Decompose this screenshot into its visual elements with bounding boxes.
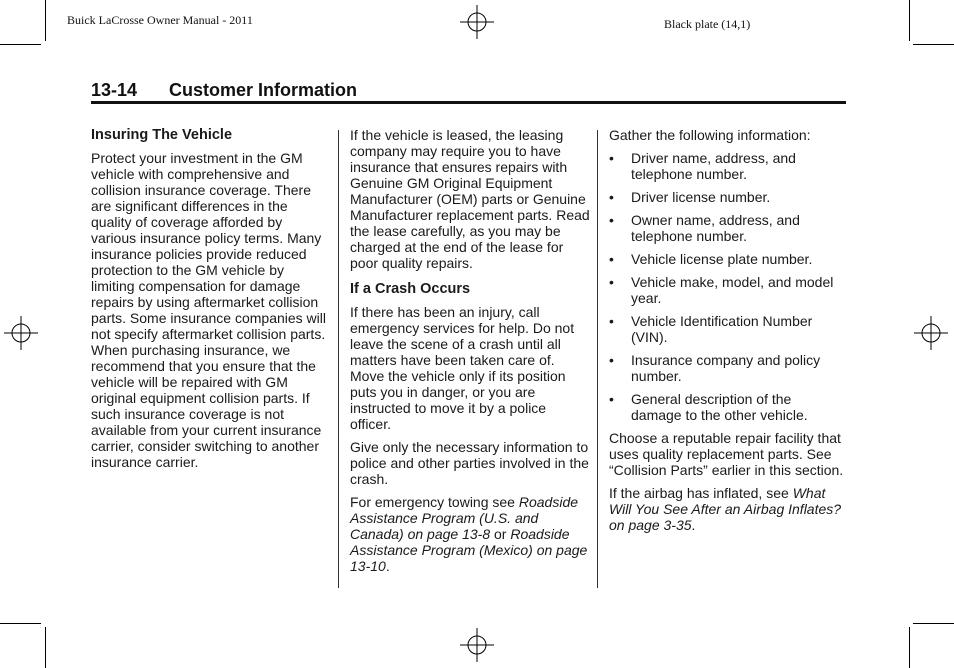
crop-mark-bottom-right-h bbox=[913, 623, 954, 624]
list-item: • Driver license number. bbox=[609, 189, 771, 205]
bullet-icon: • bbox=[609, 352, 614, 368]
section-heading bbox=[91, 80, 357, 101]
crop-mark-top-left-h bbox=[0, 44, 41, 45]
paragraph-insurance: Protect your investment in the GM vehicle with comprehensive and collision insurance coverage. There are significant differences in the quality of coverage afforded by various insurance policy terms. Many insurance policies provide reduced protection to the GM vehicle by limiting compensation for damage repairs by using aftermarket collision parts. Some insurance companies will not specify aftermarket collision parts. When purchasing insurance, we recommend that you ensure that the vehicle will be repaired with GM original equipment collision parts. If such insurance coverage is not available from your current insurance carrier, consider switching to another insurance carrier. bbox=[91, 150, 326, 470]
registration-mark-top-icon bbox=[460, 5, 494, 39]
subheading-insuring-the-vehicle: Insuring The Vehicle bbox=[91, 127, 233, 143]
column-divider bbox=[597, 130, 598, 588]
paragraph-repair-facility: Choose a reputable repair facility that uses quality replacement parts. See “Collision Parts” earlier in this section. bbox=[609, 430, 844, 478]
section-number: 13-14 bbox=[91, 80, 138, 100]
link-roadside-mexico[interactable]: Roadside Assistance Program (Mexico) on page 13-10 bbox=[350, 526, 588, 574]
paragraph-airbag bbox=[609, 485, 845, 533]
towing-intro: For emergency towing see bbox=[350, 494, 515, 510]
column-2 bbox=[350, 127, 590, 581]
bullet-icon: • bbox=[609, 189, 614, 205]
towing-or: or bbox=[494, 526, 507, 542]
column-3 bbox=[609, 127, 845, 540]
crop-mark-bottom-left-h bbox=[0, 623, 41, 624]
information-list bbox=[609, 150, 845, 423]
paragraph-necessary-information: Give only the necessary information to police and other parties involved in the crash. bbox=[350, 439, 589, 487]
plate-label: Black plate (14,1) bbox=[664, 17, 751, 31]
list-item: • Owner name, address, and telephone number. bbox=[609, 212, 800, 244]
bullet-icon: • bbox=[609, 150, 614, 166]
crop-mark-bottom-left-v bbox=[45, 627, 46, 668]
paragraph-lease: If the vehicle is leased, the leasing company may require you to have insurance that ensures repairs with Genuine GM Original Equipment Manufacturer (OEM) parts or Genuine Manufacturer replacement parts. Read the lease carefully, as you may be charged at the end of the lease for poor quality repairs. bbox=[350, 127, 590, 271]
crop-mark-top-left-v bbox=[45, 0, 46, 41]
link-roadside-us-canada[interactable]: Roadside Assistance Program (U.S. and Canada) on page 13-8 bbox=[350, 494, 579, 542]
crop-mark-bottom-right-v bbox=[909, 627, 910, 668]
list-item: • Vehicle license plate number. bbox=[609, 251, 813, 267]
registration-mark-left-icon bbox=[4, 316, 38, 350]
list-item: • Driver name, address, and telephone number. bbox=[609, 150, 796, 182]
column-divider bbox=[338, 130, 339, 588]
bullet-icon: • bbox=[609, 274, 614, 290]
list-item: • Insurance company and policy number. bbox=[609, 352, 821, 384]
subheading-if-a-crash-occurs: If a Crash Occurs bbox=[350, 281, 471, 297]
list-item: • Vehicle make, model, and model year. bbox=[609, 274, 834, 306]
airbag-intro: If the airbag has inflated, see bbox=[609, 485, 789, 501]
heading-rule bbox=[91, 101, 846, 104]
paragraph-emergency-towing bbox=[350, 494, 590, 574]
paragraph-crash-injury: If there has been an injury, call emergency services for help. Do not leave the scene of a crash until all matters have been taken care of. Move the vehicle only if its position puts you in danger, or you are instructed to move it by a police officer. bbox=[350, 304, 575, 432]
list-item: • Vehicle Identification Number (VIN). bbox=[609, 313, 813, 345]
list-item: • General description of the damage to the other vehicle. bbox=[609, 391, 808, 423]
column-1 bbox=[91, 127, 331, 477]
towing-end: . bbox=[385, 558, 390, 574]
bullet-icon: • bbox=[609, 391, 614, 407]
airbag-end: . bbox=[691, 517, 696, 533]
document-title: Buick LaCrosse Owner Manual - 2011 bbox=[67, 13, 253, 27]
registration-mark-right-icon bbox=[914, 316, 948, 350]
link-airbag-inflates[interactable]: What Will You See After an Airbag Inflates? on page 3-35 bbox=[609, 485, 842, 533]
crop-mark-top-right-v bbox=[909, 0, 910, 41]
bullet-icon: • bbox=[609, 251, 614, 267]
paragraph-gather-intro: Gather the following information: bbox=[609, 127, 811, 143]
section-title: Customer Information bbox=[169, 80, 358, 100]
bullet-icon: • bbox=[609, 313, 614, 329]
registration-mark-bottom-icon bbox=[460, 628, 494, 662]
bullet-icon: • bbox=[609, 212, 614, 228]
crop-mark-top-right-h bbox=[913, 44, 954, 45]
